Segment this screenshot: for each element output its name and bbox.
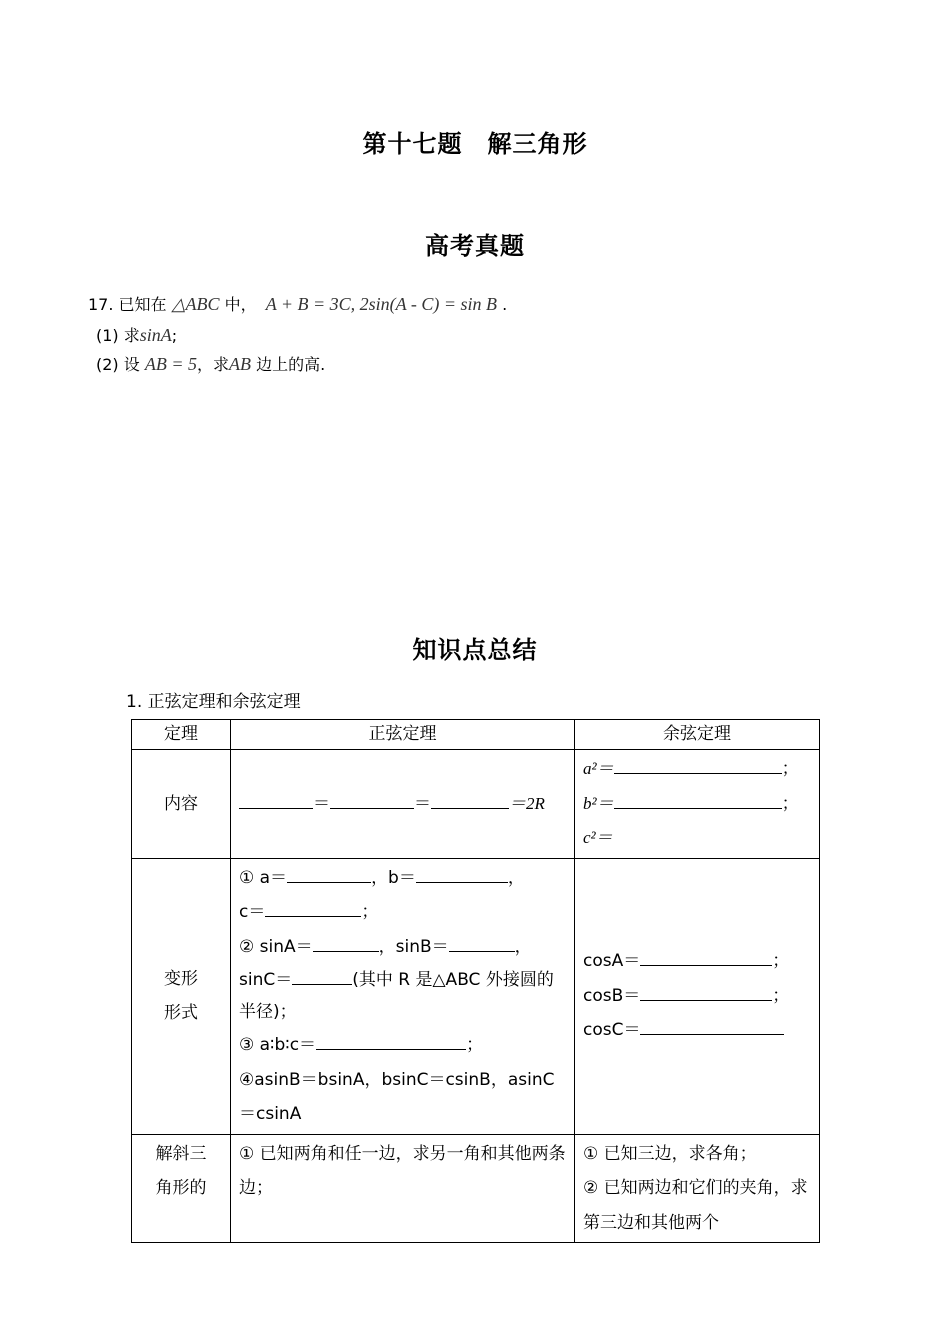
part-2-end: 边上的高. bbox=[256, 355, 326, 374]
part-2-label: (2) bbox=[96, 355, 119, 374]
question-mid: 中， bbox=[224, 295, 257, 314]
blank bbox=[330, 790, 414, 809]
label-line: 变形 bbox=[164, 968, 198, 989]
table-subheading: 1. 正弦定理和余弦定理 bbox=[126, 692, 301, 712]
variant-cos-b: cosB＝ bbox=[583, 985, 641, 1006]
blank bbox=[640, 947, 772, 966]
variant-s2-b: ，sinB＝ bbox=[378, 936, 449, 957]
cos-content-b: b²＝ bbox=[583, 793, 614, 813]
sine-content-cell bbox=[231, 750, 575, 859]
variant-s3-semi: ； bbox=[466, 1035, 484, 1055]
table-row-solve bbox=[132, 1134, 820, 1243]
variant-s1-b: ，b＝ bbox=[371, 867, 416, 888]
sine-solve-cell: ① 已知两角和任一边，求另一角和其他两条边； bbox=[231, 1134, 575, 1243]
variant-s1-semi: ； bbox=[361, 902, 379, 922]
header-cosine: 余弦定理 bbox=[575, 720, 820, 750]
variant-s2-note: (其中 R 是△ABC 外接圆的半径)； bbox=[239, 970, 554, 1022]
table-row-content bbox=[132, 750, 820, 859]
blank bbox=[265, 898, 361, 917]
blank bbox=[316, 1031, 466, 1050]
semicolon: ； bbox=[781, 793, 799, 814]
question-part-2 bbox=[96, 352, 325, 375]
blank bbox=[449, 933, 515, 952]
cosine-variants-cell bbox=[575, 858, 820, 1134]
part-1-end: ; bbox=[171, 326, 178, 345]
blank bbox=[313, 933, 379, 952]
variant-s1-c: c＝ bbox=[239, 902, 266, 922]
cosine-content-cell bbox=[575, 750, 820, 859]
blank bbox=[614, 790, 782, 809]
equals: ＝ bbox=[414, 793, 431, 813]
section-title-exam: 高考真题 bbox=[425, 232, 525, 260]
variant-s2-a: ② sinA＝ bbox=[239, 936, 313, 957]
semicolon: ； bbox=[781, 759, 799, 779]
part-2-mid: ，求 bbox=[197, 355, 230, 374]
part-1-expr: sinA bbox=[139, 325, 172, 345]
variant-s1-a: ① a＝ bbox=[239, 867, 288, 888]
part-1-text: 求 bbox=[123, 326, 140, 345]
cos-content-c: c²＝ bbox=[583, 828, 613, 847]
blank bbox=[614, 755, 782, 774]
question-stem bbox=[88, 292, 507, 315]
part-2-text: 设 bbox=[123, 355, 140, 374]
row-label-variants bbox=[132, 858, 231, 1134]
label-line: 形式 bbox=[164, 1003, 198, 1023]
blank bbox=[640, 1016, 784, 1035]
cosine-solve-cell bbox=[575, 1134, 820, 1243]
variant-cos-c: cosC＝ bbox=[583, 1020, 641, 1041]
blank bbox=[239, 790, 313, 809]
variant-s2-c: sinC＝ bbox=[239, 970, 293, 990]
cos-content-a: a²＝ bbox=[583, 759, 614, 778]
part-2-expr: AB = 5 bbox=[144, 354, 198, 374]
row-label-solve bbox=[132, 1134, 231, 1243]
question-number: 17. bbox=[88, 295, 114, 314]
variant-s3: ③ a∶b∶c＝ bbox=[239, 1035, 317, 1055]
table-header-row bbox=[132, 720, 820, 750]
triangle-name: △ABC bbox=[171, 294, 220, 314]
semicolon: ； bbox=[772, 985, 790, 1006]
cos-solve-line2: ② 已知两边和它们的夹角，求第三边和其他两个 bbox=[583, 1178, 808, 1233]
part-1-label: (1) bbox=[96, 326, 119, 345]
question-condition: A + B = 3C, 2sin(A - C) = sin B bbox=[265, 294, 497, 314]
variant-s1-comma: ， bbox=[507, 867, 525, 888]
equals: ＝ bbox=[313, 793, 330, 813]
row-label-content: 内容 bbox=[132, 750, 231, 859]
blank bbox=[640, 982, 772, 1001]
cos-solve-line1: ① 已知三边，求各角； bbox=[583, 1143, 757, 1164]
label-line: 角形的 bbox=[155, 1178, 207, 1198]
blank bbox=[416, 864, 508, 883]
page-title: 第十七题 解三角形 bbox=[362, 130, 588, 158]
section-title-summary: 知识点总结 bbox=[412, 636, 538, 664]
sine-content-end: ＝2R bbox=[509, 793, 545, 813]
theorem-table bbox=[131, 719, 820, 1243]
blank bbox=[292, 966, 352, 985]
sine-variants-cell bbox=[231, 858, 575, 1134]
blank bbox=[287, 864, 371, 883]
table-row-variants bbox=[132, 858, 820, 1134]
variant-s2-comma: ， bbox=[514, 936, 532, 957]
blank bbox=[431, 790, 509, 809]
question-prefix: 已知在 bbox=[118, 295, 167, 314]
question-part-1 bbox=[96, 323, 177, 346]
header-sine: 正弦定理 bbox=[231, 720, 575, 750]
variant-s4-line2: ＝csinA bbox=[239, 1104, 302, 1124]
label-line: 解斜三 bbox=[155, 1143, 207, 1164]
variant-cos-a: cosA＝ bbox=[583, 951, 641, 972]
part-2-expr2: AB bbox=[229, 354, 252, 374]
question-end: . bbox=[502, 295, 508, 314]
variant-s4-line1: ④asinB＝bsinA，bsinC＝csinB，asinC bbox=[239, 1069, 555, 1090]
semicolon: ； bbox=[772, 951, 790, 972]
header-theorem: 定理 bbox=[132, 720, 231, 750]
